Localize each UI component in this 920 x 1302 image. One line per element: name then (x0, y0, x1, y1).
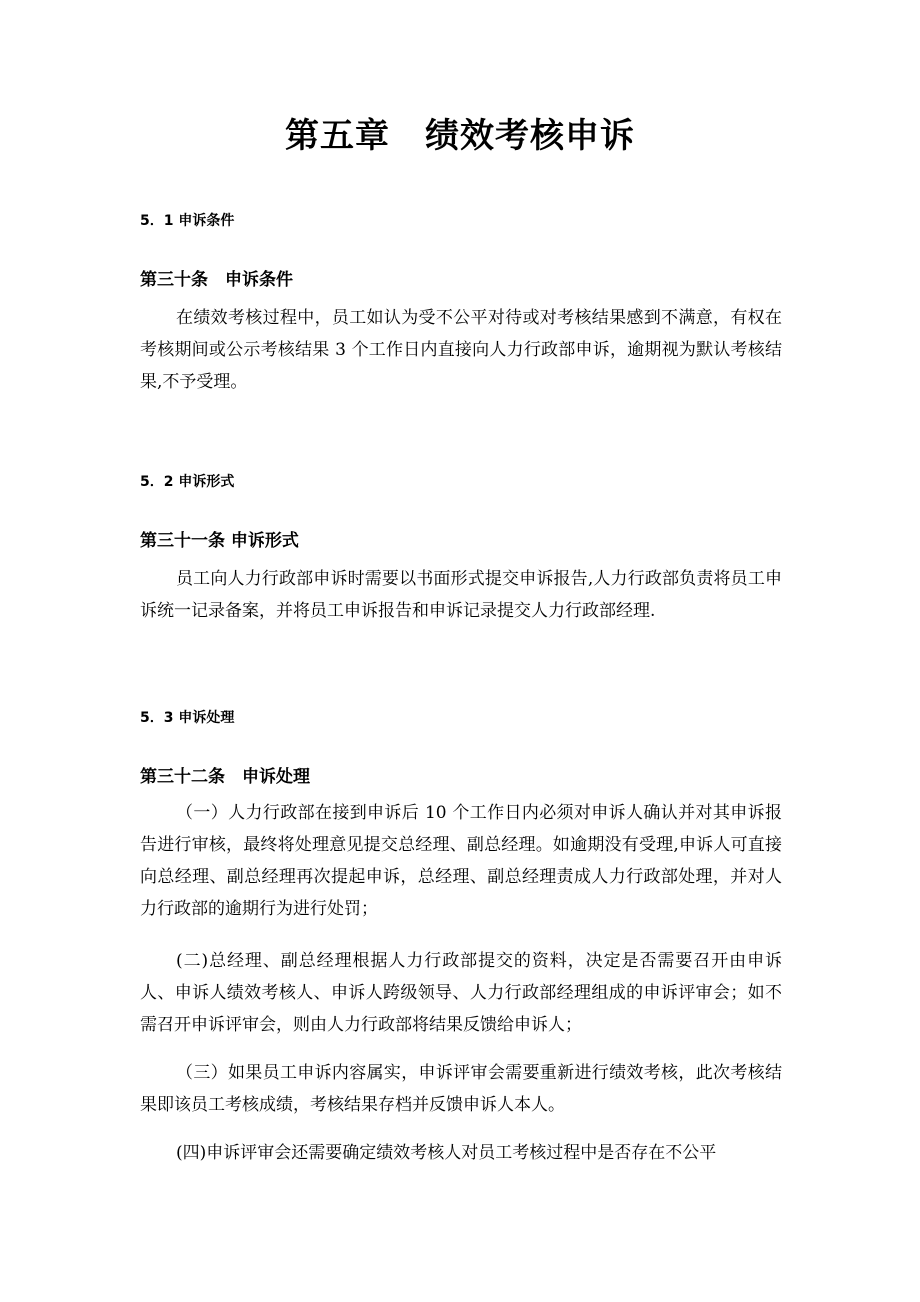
paragraph-appeal-handling-2: (二)总经理、副总经理根据人力行政部提交的资料，决定是否需要召开由申诉人、申诉人绩效考核人、申诉人跨级领导、人力行政部经理组成的申诉评审会；如不需召开申诉评审会，则由人力行政部将结果反馈给申诉人； (140, 951, 782, 1035)
paragraph-appeal-form: 员工向人力行政部申诉时需要以书面形式提交申诉报告,人力行政部负责将员工申诉统一记录备案，并将员工申诉报告和申诉记录提交人力行政部经理. (140, 569, 782, 621)
section-heading-5-2: 5．2 申诉形式 (140, 474, 235, 490)
chapter-title: 第五章 绩效考核申诉 (285, 116, 635, 156)
section-heading-5-1: 5．1 申诉条件 (140, 213, 235, 229)
paragraph-appeal-handling-1: （一）人力行政部在接到申诉后 10 个工作日内必须对申诉人确认并对其申诉报告进行审核，最终将处理意见提交总经理、副总经理。如逾期没有受理,申诉人可直接向总经理、副总经理再次提起申诉，总经理、副总经理责成人力行政部处理，并对人力行政部的逾期行为进行处罚； (140, 803, 782, 919)
section-heading-5-3: 5．3 申诉处理 (140, 710, 235, 726)
article-heading-30: 第三十条 申诉条件 (140, 270, 293, 290)
paragraph-appeal-conditions: 在绩效考核过程中，员工如认为受不公平对待或对考核结果感到不满意，有权在考核期间或公示考核结果 3 个工作日内直接向人力行政部申诉，逾期视为默认考核结果,不予受理。 (140, 308, 782, 392)
article-heading-32: 第三十二条 申诉处理 (140, 767, 310, 787)
article-heading-31: 第三十一条 申诉形式 (140, 531, 299, 551)
paragraph-appeal-handling-4: (四)申诉评审会还需要确定绩效考核人对员工考核过程中是否存在不公平 (176, 1143, 717, 1163)
paragraph-appeal-handling-3: （三）如果员工申诉内容属实，申诉评审会需要重新进行绩效考核，此次考核结果即该员工考核成绩，考核结果存档并反馈申诉人本人。 (140, 1063, 782, 1115)
